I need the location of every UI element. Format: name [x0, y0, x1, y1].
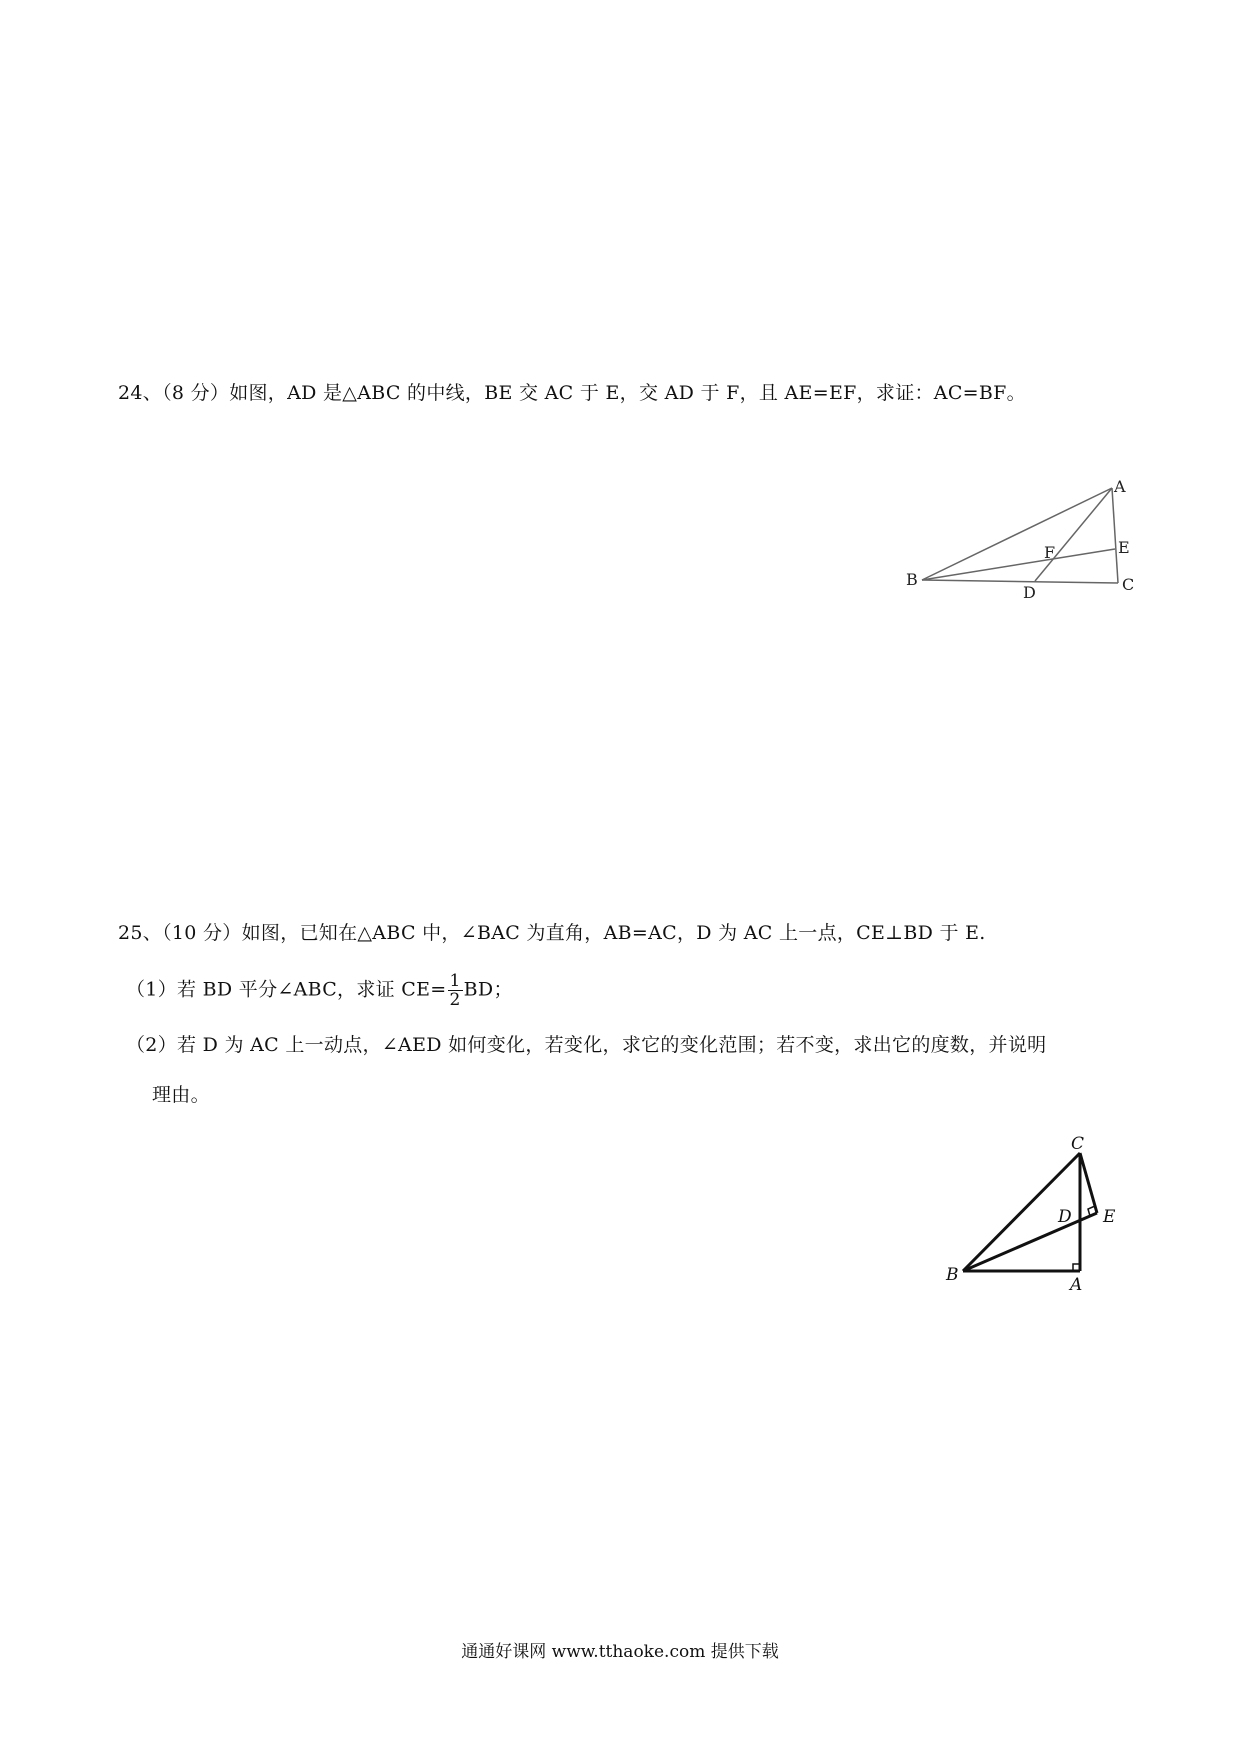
- q25-label-b: B: [946, 1265, 959, 1285]
- q24-label-b: B: [906, 570, 918, 589]
- q25-right-angle-e: [1088, 1206, 1095, 1216]
- q25-segment-be: [963, 1213, 1097, 1271]
- q24-label-c: C: [1122, 575, 1135, 594]
- q25-segment-bc: [963, 1153, 1080, 1271]
- fraction-numerator: 1: [449, 971, 461, 991]
- q24-label-d: D: [1023, 583, 1036, 602]
- fraction-one-half: [448, 972, 463, 1009]
- q24-label-e: E: [1118, 538, 1130, 557]
- q25-label-a: A: [1070, 1275, 1083, 1295]
- fraction-denominator: 2: [449, 990, 461, 1010]
- q25-part2-line2: 理由。: [152, 1084, 210, 1106]
- q24-label-a: A: [1114, 477, 1126, 496]
- q24-segment-ac: [1112, 488, 1118, 583]
- q25-part1-suffix: BD；: [463, 978, 513, 1001]
- q25-part1: [126, 972, 513, 1009]
- q25-part1-prefix: （1）若 BD 平分∠ABC，求证 CE=: [126, 978, 447, 1001]
- page-footer: 通通好课网 www.tthaoke.com 提供下载: [461, 1642, 779, 1662]
- q25-text: 25、（10 分）如图，已知在△ABC 中，∠BAC 为直角，AB=AC，D 为 AC 上一点，CE⊥BD 于 E.: [118, 922, 986, 944]
- q24-label-f: F: [1044, 543, 1056, 562]
- q25-label-d: D: [1058, 1207, 1072, 1227]
- q25-label-c: C: [1071, 1134, 1085, 1154]
- q25-part2-line1: （2）若 D 为 AC 上一动点，∠AED 如何变化，若变化，求它的变化范围；若不变，求出它的度数，并说明: [126, 1034, 1047, 1056]
- q24-text: 24、（8 分）如图，AD 是△ABC 的中线，BE 交 AC 于 E，交 AD 于 F，且 AE=EF，求证：AC=BF。: [118, 382, 1026, 404]
- q25-segment-ce: [1080, 1153, 1097, 1213]
- q24-segment-be: [922, 549, 1115, 580]
- q24-segment-ad: [1035, 488, 1112, 581]
- q24-segment-bc: [922, 580, 1118, 583]
- q25-right-angle-a: [1073, 1264, 1080, 1271]
- q24-segment-ab: [922, 488, 1112, 580]
- q25-label-e: E: [1103, 1207, 1116, 1227]
